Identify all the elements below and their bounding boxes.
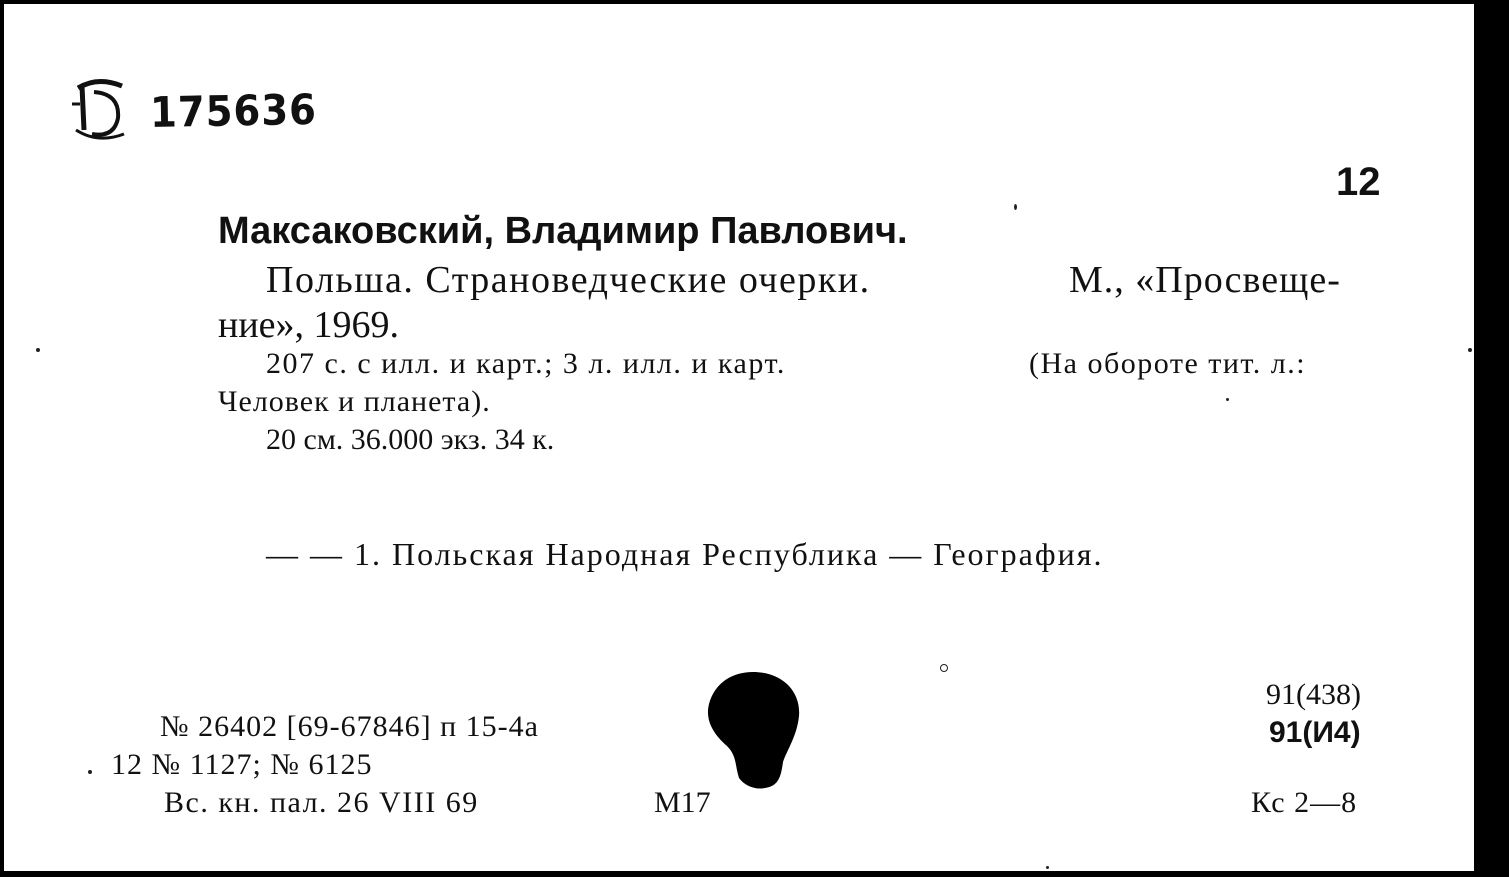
speck: [1014, 204, 1017, 210]
print-info-line-2: 12 № 1127; № 6125: [111, 748, 373, 781]
speck: [1226, 398, 1229, 401]
speck: [88, 770, 92, 774]
subject-heading: — — 1. Польская Народная Республика — География.: [266, 536, 1104, 572]
speck: [1046, 866, 1049, 869]
print-info-line-1: № 26402 [69-67846] п 15-4а: [160, 710, 539, 743]
print-code: М17: [654, 786, 711, 819]
collation-line-3: 20 см. 36.000 экз. 34 к.: [266, 423, 555, 456]
collation-line-1: 207 с. с илл. и карт.; 3 л. илл. и карт.: [266, 347, 786, 380]
classification-udc: 91(438): [1266, 678, 1361, 711]
speck: [940, 664, 948, 672]
ink-blot: [705, 670, 801, 792]
author-heading: Максаковский, Владимир Павлович.: [218, 210, 908, 252]
speck: [1468, 348, 1472, 352]
library-stamp-icon: [68, 74, 132, 146]
classification-bbk: 91(И4): [1269, 716, 1361, 749]
scan-border: [1474, 0, 1509, 877]
title-line-1: Польша. Страноведческие очерки.: [266, 259, 871, 301]
title-line-2: ние», 1969.: [218, 304, 400, 346]
card-number: 12: [1336, 160, 1381, 204]
speck: [36, 348, 40, 352]
collation-note: (На обороте тит. л.:: [1029, 347, 1307, 380]
print-info-line-3: Вс. кн. пал. 26 VIII 69: [164, 786, 479, 819]
catalog-card: [4, 4, 1474, 871]
publisher-line-1: М., «Просвеще-: [1069, 259, 1341, 301]
collation-line-2: Человек и планета).: [218, 385, 491, 418]
accession-number: 175636: [149, 84, 318, 137]
classification-ks: Кс 2—8: [1251, 786, 1358, 819]
